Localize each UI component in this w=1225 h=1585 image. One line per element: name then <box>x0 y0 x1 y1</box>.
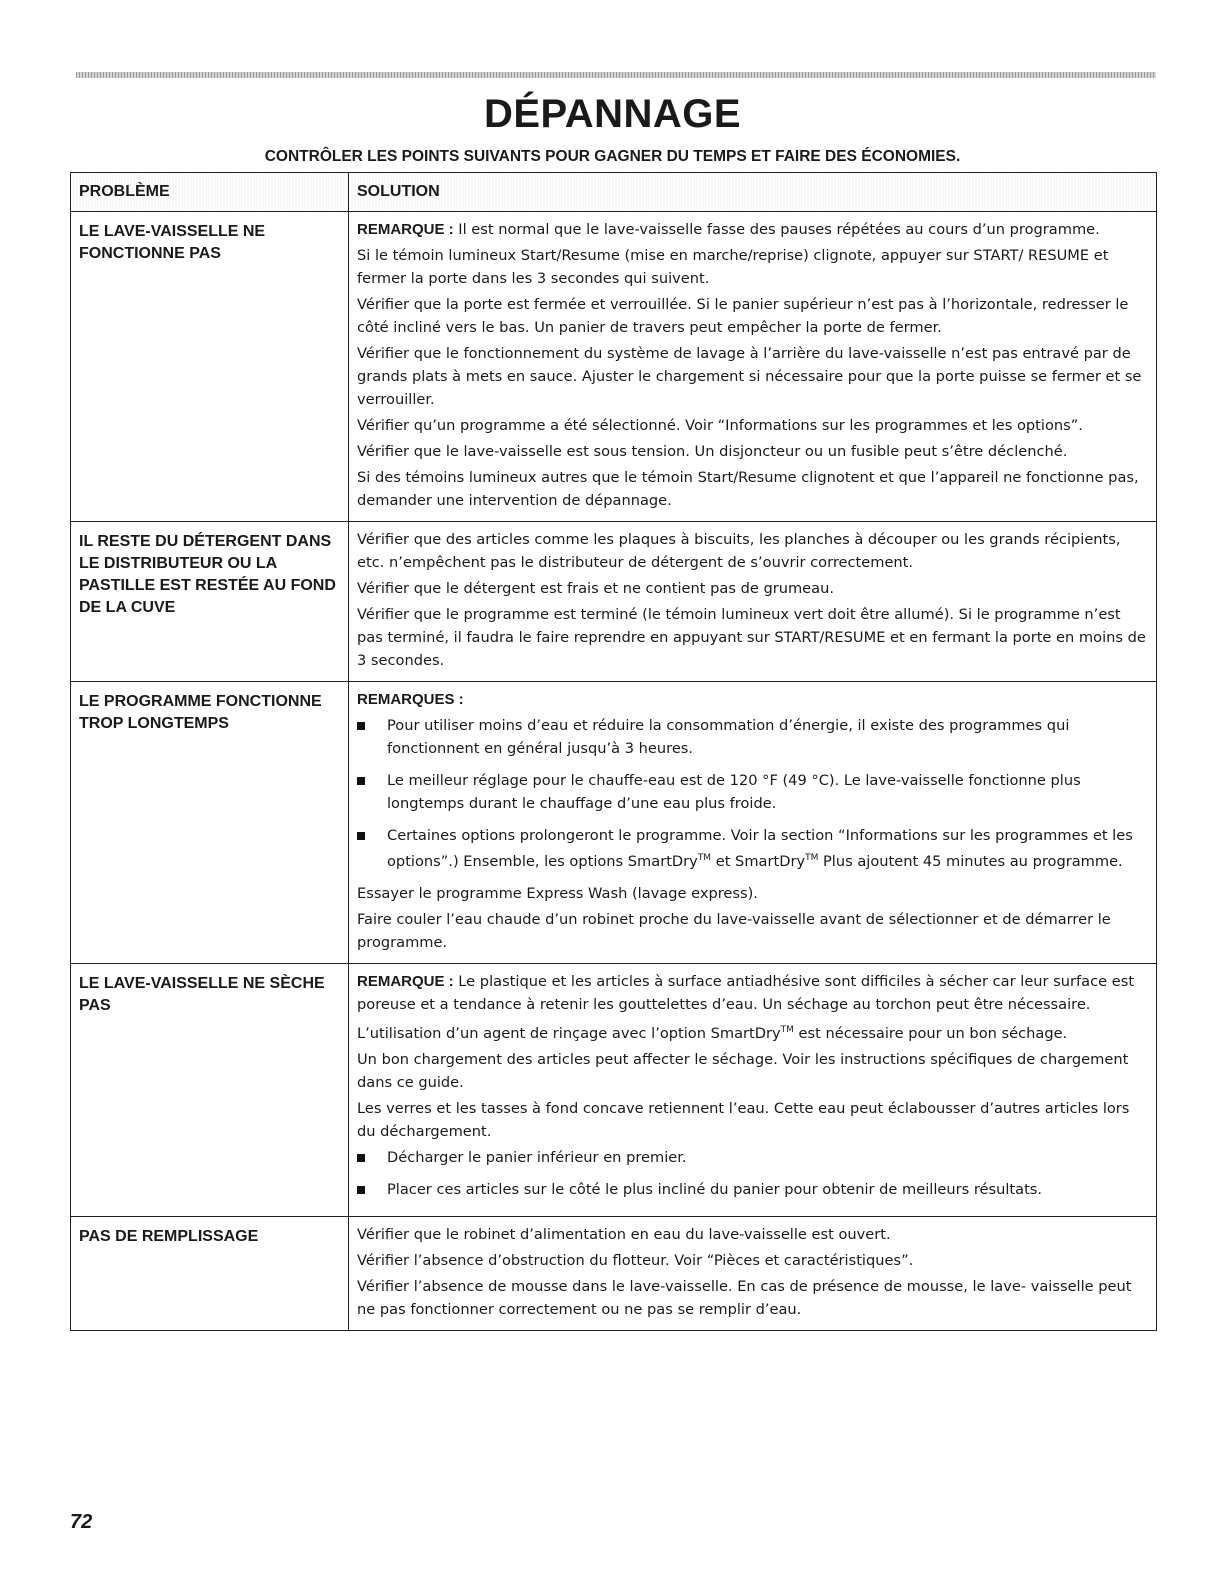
solution-paragraph: Vérifier que le fonctionnement du système de lavage à l’arrière du lave-vaisselle n’est pas entravé par de grands plats à mets en sauce. Ajuster le chargement si nécessaire pour que la porte puisse se fermer et se verrouiller. <box>357 345 1142 408</box>
problem-cell: LE LAVE-VAISSELLE NE FONCTIONNE PAS <box>71 212 349 522</box>
note-label: REMARQUE : <box>357 973 454 990</box>
note-text: Il est normal que le lave-vaisselle fasse des pauses répétées au cours d’un programme. <box>453 221 1100 238</box>
page-subtitle: CONTRÔLER LES POINTS SUIVANTS POUR GAGNER DU TEMPS ET FAIRE DES ÉCONOMIES. <box>264 148 961 165</box>
list-item <box>357 824 1148 873</box>
solution-cell <box>349 1217 1157 1331</box>
square-bullet-icon <box>357 832 365 840</box>
solution-cell <box>349 522 1157 682</box>
page-title: DÉPANNAGE <box>483 92 742 136</box>
problem-cell: LE PROGRAMME FONCTIONNE TROP LONGTEMPS <box>71 682 349 964</box>
list-item <box>357 1146 1148 1169</box>
column-header-problem: PROBLÈME <box>71 173 349 212</box>
note-label: REMARQUES : <box>357 691 464 708</box>
note-label: REMARQUE : <box>357 221 454 238</box>
solution-paragraph: Si des témoins lumineux autres que le témoin Start/Resume clignotent et que l’appareil ne fonctionne pas, demander une intervention de dépannage. <box>357 469 1139 509</box>
list-item-text: Placer ces articles sur le côté le plus incliné du panier pour obtenir de meilleurs résultats. <box>387 1181 1043 1198</box>
solution-paragraph: Vérifier qu’un programme a été sélectionné. Voir “Informations sur les programmes et les options”. <box>357 417 1083 434</box>
solution-cell <box>349 212 1157 522</box>
note-text: Le plastique et les articles à surface antiadhésive sont difficiles à sécher car leur surface est poreuse et a tendance à retenir les gouttelettes d’eau. Un séchage au torchon peut être nécessaire. <box>357 973 1135 1013</box>
problem-cell: PAS DE REMPLISSAGE <box>71 1217 349 1331</box>
solution-paragraph: Vérifier que le détergent est frais et ne contient pas de grumeau. <box>357 580 834 597</box>
solution-paragraph: Vérifier que le programme est terminé (le témoin lumineux vert doit être allumé). Si le programme n’est pas terminé, il faudra le faire reprendre en appuyant sur START/RESUME et en fermant la porte en moins de 3 secondes. <box>357 606 1146 669</box>
trademark-mark: TM <box>697 853 712 863</box>
square-bullet-icon <box>357 1186 365 1194</box>
list-item-text: Plus ajoutent 45 minutes au programme. <box>818 853 1123 870</box>
solution-note <box>357 218 1148 241</box>
solution-paragraph: Vérifier que la porte est fermée et verrouillée. Si le panier supérieur n’est pas à l’horizontale, redresser le côté incliné vers le bas. Un panier de travers peut empêcher la porte de fermer. <box>357 296 1129 336</box>
paragraph-text: L’utilisation d’un agent de rinçage avec l’option SmartDry <box>357 1025 781 1042</box>
table-row <box>71 522 1157 682</box>
list-item <box>357 1178 1148 1201</box>
solution-note <box>357 970 1148 1016</box>
solution-paragraph: Un bon chargement des articles peut affecter le séchage. Voir les instructions spécifiques de chargement dans ce guide. <box>357 1051 1129 1091</box>
square-bullet-icon <box>357 722 365 730</box>
solution-paragraph: Faire couler l’eau chaude d’un robinet proche du lave-vaisselle avant de sélectionner et de démarrer le programme. <box>357 911 1111 951</box>
list-item-text: Pour utiliser moins d’eau et réduire la consommation d’énergie, il existe des programmes qui fonctionnent en général jusqu’à 3 heures. <box>387 717 1070 757</box>
troubleshooting-table <box>70 172 1157 1331</box>
paragraph-text: est nécessaire pour un bon séchage. <box>793 1025 1068 1042</box>
square-bullet-icon <box>357 1154 365 1162</box>
table-row <box>71 212 1157 522</box>
page-number: 72 <box>70 1511 93 1533</box>
solution-paragraph <box>357 1019 1148 1045</box>
solution-paragraph: Les verres et les tasses à fond concave retiennent l’eau. Cette eau peut éclabousser d’autres articles lors du déchargement. <box>357 1100 1130 1140</box>
problem-cell: LE LAVE-VAISSELLE NE SÈCHE PAS <box>71 964 349 1217</box>
problem-cell: IL RESTE DU DÉTERGENT DANS LE DISTRIBUTEUR OU LA PASTILLE EST RESTÉE AU FOND DE LA CUVE <box>71 522 349 682</box>
solution-cell <box>349 964 1157 1217</box>
solution-cell <box>349 682 1157 964</box>
trademark-mark: TM <box>780 1025 794 1035</box>
solution-paragraph: Vérifier que des articles comme les plaques à biscuits, les planches à découper ou les grands récipients, etc. n’empêchent pas le distributeur de détergent de s’ouvrir correctement. <box>357 531 1121 571</box>
list-item-text: et SmartDry <box>711 853 806 870</box>
list-item-text: Le meilleur réglage pour le chauffe-eau est de 120 °F (49 °C). Le lave-vaisselle fonctionne plus longtemps durant le chauffage d’une eau plus froide. <box>387 772 1081 812</box>
table-row <box>71 682 1157 964</box>
solution-paragraph: Essayer le programme Express Wash (lavage express). <box>357 885 758 902</box>
solution-paragraph: Vérifier que le lave-vaisselle est sous tension. Un disjoncteur ou un fusible peut s’être déclenché. <box>357 443 1068 460</box>
list-item-text: Décharger le panier inférieur en premier. <box>387 1149 687 1166</box>
list-item <box>357 769 1148 815</box>
solution-paragraph: Si le témoin lumineux Start/Resume (mise en marche/reprise) clignote, appuyer sur START/ RESUME et fermer la porte dans les 3 secondes qui suivent. <box>357 247 1109 287</box>
table-row <box>71 1217 1157 1331</box>
top-divider <box>76 72 1156 78</box>
table-row <box>71 964 1157 1217</box>
column-header-solution: SOLUTION <box>349 173 1157 212</box>
list-item <box>357 714 1148 760</box>
table-header-row <box>71 173 1157 212</box>
bullet-list <box>357 714 1148 873</box>
list-item-text: Certaines options prolongeront le programme. Voir la section “Informations sur les programmes et les options”.) Ensemble, les options SmartDry <box>387 827 1133 870</box>
solution-paragraph: Vérifier l’absence de mousse dans le lave-vaisselle. En cas de présence de mousse, le lave- vaisselle peut ne pas fonctionner correctement ou ne pas se remplir d’eau. <box>357 1278 1132 1318</box>
solution-paragraph: Vérifier que le robinet d’alimentation en eau du lave-vaisselle est ouvert. <box>357 1226 891 1243</box>
square-bullet-icon <box>357 777 365 785</box>
solution-paragraph: Vérifier l’absence d’obstruction du flotteur. Voir “Pièces et caractéristiques”. <box>357 1252 914 1269</box>
bullet-list <box>357 1146 1148 1201</box>
trademark-mark: TM <box>805 853 819 863</box>
